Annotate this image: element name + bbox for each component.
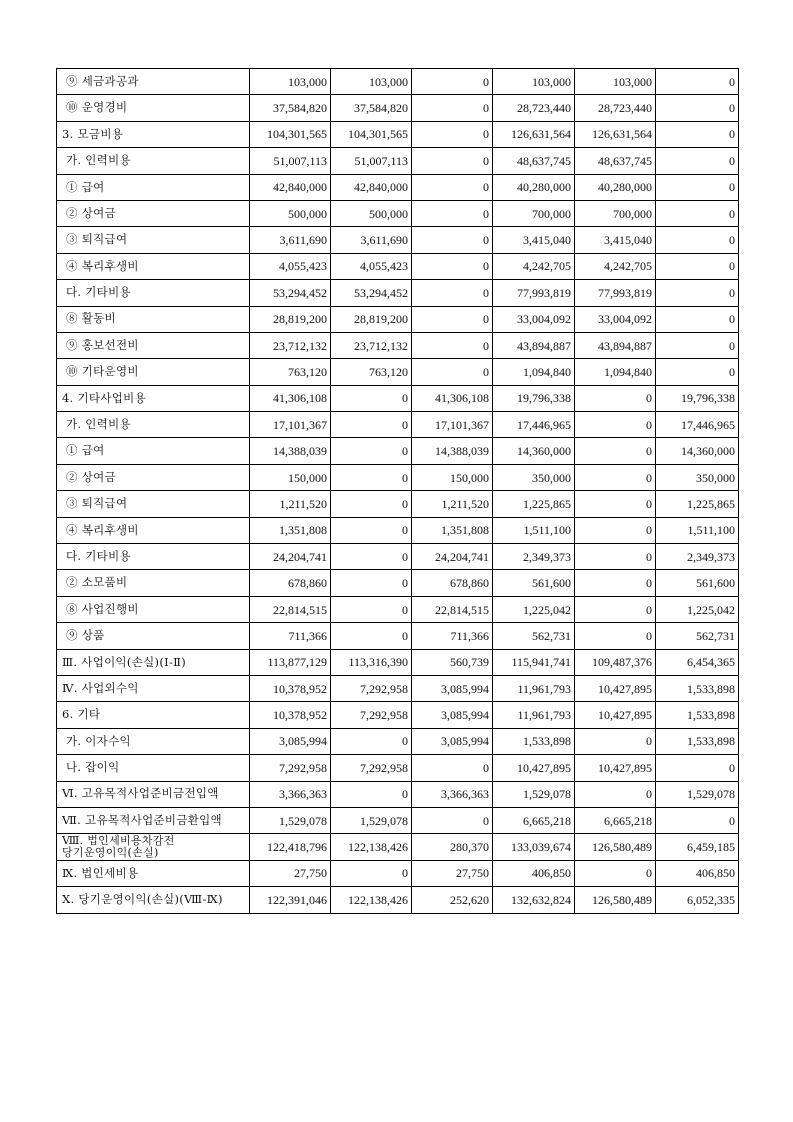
table-row [57,359,739,385]
amount-cell: 28,819,200 [250,306,331,332]
amount-cell: 1,533,898 [656,728,739,754]
amount-cell: 10,427,895 [575,675,656,701]
amount-cell: 1,225,042 [656,596,739,622]
amount-cell: 0 [656,121,739,147]
table-row [57,438,739,464]
amount-cell: 122,138,426 [331,834,412,860]
amount-cell: 133,039,674 [493,834,575,860]
amount-cell: 10,427,895 [493,755,575,781]
amount-cell: 126,580,489 [575,834,656,860]
amount-cell: 1,533,898 [656,675,739,701]
amount-cell: 23,712,132 [250,332,331,358]
amount-cell: 51,007,113 [331,148,412,174]
amount-cell: 0 [656,359,739,385]
amount-cell: 103,000 [493,69,575,95]
amount-cell: 0 [331,464,412,490]
amount-cell: 41,306,108 [250,385,331,411]
table-row [57,280,739,306]
amount-cell: 0 [412,359,493,385]
table-row [57,570,739,596]
amount-cell: 48,637,745 [493,148,575,174]
amount-cell: 0 [575,728,656,754]
amount-cell: 3,085,994 [412,675,493,701]
amount-cell: 14,388,039 [250,438,331,464]
table-row [57,412,739,438]
amount-cell: 700,000 [575,200,656,226]
amount-cell: 678,860 [250,570,331,596]
amount-cell: 0 [575,781,656,807]
amount-cell: 0 [656,227,739,253]
table-row [57,544,739,570]
row-label: ④ 복리후생비 [57,253,250,279]
amount-cell: 0 [331,728,412,754]
amount-cell: 48,637,745 [575,148,656,174]
table-row [57,148,739,174]
row-label: ⑨ 상품 [57,623,250,649]
amount-cell: 0 [656,69,739,95]
amount-cell: 0 [575,623,656,649]
amount-cell: 0 [412,807,493,833]
amount-cell: 51,007,113 [250,148,331,174]
amount-cell: 0 [656,174,739,200]
table-row [57,807,739,833]
amount-cell: 1,094,840 [575,359,656,385]
amount-cell: 0 [656,148,739,174]
amount-cell: 115,941,741 [493,649,575,675]
amount-cell: 11,961,793 [493,702,575,728]
table-body [57,69,739,914]
amount-cell: 10,427,895 [575,702,656,728]
table-row [57,121,739,147]
amount-cell: 1,533,898 [493,728,575,754]
amount-cell: 0 [656,200,739,226]
table-row [57,755,739,781]
amount-cell: 350,000 [656,464,739,490]
row-label: 다. 기타비용 [57,280,250,306]
row-label: Ⅹ. 당기운영이익(손실)(Ⅷ-Ⅸ) [57,887,250,913]
amount-cell: 22,814,515 [250,596,331,622]
amount-cell: 113,877,129 [250,649,331,675]
table-row [57,69,739,95]
amount-cell: 7,292,958 [331,702,412,728]
row-label: ⑩ 운영경비 [57,95,250,121]
amount-cell: 132,632,824 [493,887,575,913]
amount-cell: 0 [575,570,656,596]
table-row [57,702,739,728]
amount-cell: 103,000 [250,69,331,95]
amount-cell: 53,294,452 [331,280,412,306]
amount-cell: 7,292,958 [331,675,412,701]
amount-cell: 14,360,000 [656,438,739,464]
amount-cell: 4,055,423 [250,253,331,279]
amount-cell: 711,366 [250,623,331,649]
amount-cell: 1,094,840 [493,359,575,385]
amount-cell: 0 [656,95,739,121]
amount-cell: 0 [412,253,493,279]
amount-cell: 109,487,376 [575,649,656,675]
amount-cell: 500,000 [250,200,331,226]
amount-cell: 561,600 [493,570,575,596]
amount-cell: 4,055,423 [331,253,412,279]
table-row [57,834,739,860]
amount-cell: 104,301,565 [250,121,331,147]
amount-cell: 27,750 [412,860,493,886]
amount-cell: 3,415,040 [575,227,656,253]
amount-cell: 1,529,078 [331,807,412,833]
amount-cell: 28,723,440 [575,95,656,121]
amount-cell: 0 [575,491,656,517]
amount-cell: 3,611,690 [331,227,412,253]
row-label: 가. 이자수익 [57,728,250,754]
amount-cell: 7,292,958 [331,755,412,781]
row-label-line: Ⅷ. 법인세비용차감전 [62,834,175,848]
amount-cell: 6,665,218 [493,807,575,833]
amount-cell: 280,370 [412,834,493,860]
amount-cell: 0 [331,544,412,570]
row-label: 다. 기타비용 [57,544,250,570]
amount-cell: 0 [412,174,493,200]
amount-cell: 3,366,363 [250,781,331,807]
amount-cell: 7,292,958 [250,755,331,781]
row-label: ④ 복리후생비 [57,517,250,543]
row-label-line: 당기운영이익(손실) [62,846,159,860]
row-label: ⑨ 세금과공과 [57,69,250,95]
table-row [57,332,739,358]
amount-cell: 0 [656,253,739,279]
row-label: Ⅳ. 사업외수익 [57,675,250,701]
amount-cell: 113,316,390 [331,649,412,675]
row-label: ⑧ 사업진행비 [57,596,250,622]
amount-cell: 24,204,741 [250,544,331,570]
amount-cell: 0 [575,412,656,438]
amount-cell: 0 [331,438,412,464]
amount-cell: 0 [575,596,656,622]
amount-cell: 1,529,078 [493,781,575,807]
amount-cell: 33,004,092 [575,306,656,332]
amount-cell: 17,446,965 [656,412,739,438]
row-label: 가. 인력비용 [57,412,250,438]
row-label: 4. 기타사업비용 [57,385,250,411]
amount-cell: 0 [412,200,493,226]
amount-cell: 0 [331,596,412,622]
amount-cell: 0 [575,860,656,886]
amount-cell: 350,000 [493,464,575,490]
amount-cell: 103,000 [331,69,412,95]
amount-cell: 1,225,865 [656,491,739,517]
amount-cell: 3,611,690 [250,227,331,253]
amount-cell: 700,000 [493,200,575,226]
amount-cell: 0 [656,807,739,833]
amount-cell: 103,000 [575,69,656,95]
income-statement-table [56,68,739,914]
amount-cell: 0 [575,385,656,411]
table-row [57,464,739,490]
amount-cell: 0 [412,227,493,253]
amount-cell: 500,000 [331,200,412,226]
amount-cell: 2,349,373 [656,544,739,570]
amount-cell: 40,280,000 [575,174,656,200]
amount-cell: 1,533,898 [656,702,739,728]
row-label: 6. 기타 [57,702,250,728]
amount-cell: 0 [331,385,412,411]
amount-cell: 53,294,452 [250,280,331,306]
amount-cell: 0 [412,332,493,358]
table-row [57,781,739,807]
row-label: 가. 인력비용 [57,148,250,174]
table-row [57,675,739,701]
amount-cell: 562,731 [493,623,575,649]
amount-cell: 0 [412,280,493,306]
row-label: Ⅵ. 고유목적사업준비금전입액 [57,781,250,807]
row-label: ② 상여금 [57,464,250,490]
amount-cell: 33,004,092 [493,306,575,332]
amount-cell: 0 [412,121,493,147]
amount-cell: 104,301,565 [331,121,412,147]
amount-cell: 0 [412,755,493,781]
amount-cell: 6,454,365 [656,649,739,675]
amount-cell: 126,631,564 [493,121,575,147]
table-row [57,649,739,675]
amount-cell: 6,052,335 [656,887,739,913]
amount-cell: 1,225,865 [493,491,575,517]
table-row [57,596,739,622]
amount-cell: 37,584,820 [331,95,412,121]
amount-cell: 28,723,440 [493,95,575,121]
amount-cell: 43,894,887 [493,332,575,358]
row-label: ③ 퇴직급여 [57,491,250,517]
amount-cell: 0 [575,464,656,490]
row-label: ③ 퇴직급여 [57,227,250,253]
amount-cell: 24,204,741 [412,544,493,570]
amount-cell: 122,391,046 [250,887,331,913]
amount-cell: 406,850 [656,860,739,886]
amount-cell: 0 [412,148,493,174]
amount-cell: 3,366,363 [412,781,493,807]
table-row [57,385,739,411]
amount-cell: 10,378,952 [250,702,331,728]
amount-cell: 678,860 [412,570,493,596]
amount-cell: 23,712,132 [331,332,412,358]
amount-cell: 0 [331,570,412,596]
amount-cell: 1,511,100 [656,517,739,543]
amount-cell: 0 [331,412,412,438]
row-label: ⑩ 기타운영비 [57,359,250,385]
amount-cell: 17,101,367 [250,412,331,438]
amount-cell: 1,351,808 [412,517,493,543]
table-row [57,200,739,226]
row-label: 나. 잡이익 [57,755,250,781]
row-label: Ⅲ. 사업이익(손실)(Ⅰ-Ⅱ) [57,649,250,675]
amount-cell: 126,631,564 [575,121,656,147]
amount-cell: 0 [331,860,412,886]
amount-cell: 0 [575,517,656,543]
amount-cell: 0 [656,306,739,332]
amount-cell: 19,796,338 [493,385,575,411]
amount-cell: 0 [656,755,739,781]
amount-cell: 1,529,078 [250,807,331,833]
amount-cell: 27,750 [250,860,331,886]
amount-cell: 37,584,820 [250,95,331,121]
amount-cell: 40,280,000 [493,174,575,200]
amount-cell: 0 [331,491,412,517]
amount-cell: 3,085,994 [412,702,493,728]
amount-cell: 1,225,042 [493,596,575,622]
amount-cell: 42,840,000 [331,174,412,200]
amount-cell: 122,138,426 [331,887,412,913]
amount-cell: 2,349,373 [493,544,575,570]
amount-cell: 126,580,489 [575,887,656,913]
amount-cell: 0 [575,438,656,464]
amount-cell: 150,000 [250,464,331,490]
amount-cell: 0 [656,280,739,306]
table-row [57,860,739,886]
amount-cell: 252,620 [412,887,493,913]
amount-cell: 1,529,078 [656,781,739,807]
amount-cell: 42,840,000 [250,174,331,200]
amount-cell: 0 [575,544,656,570]
amount-cell: 14,388,039 [412,438,493,464]
row-label: ⑧ 활동비 [57,306,250,332]
amount-cell: 22,814,515 [412,596,493,622]
amount-cell: 0 [331,517,412,543]
amount-cell: 0 [412,95,493,121]
amount-cell: 1,211,520 [412,491,493,517]
table-row [57,253,739,279]
row-label: ① 급여 [57,174,250,200]
amount-cell: 10,378,952 [250,675,331,701]
amount-cell: 763,120 [331,359,412,385]
amount-cell: 1,211,520 [250,491,331,517]
amount-cell: 11,961,793 [493,675,575,701]
amount-cell: 41,306,108 [412,385,493,411]
amount-cell: 711,366 [412,623,493,649]
amount-cell: 122,418,796 [250,834,331,860]
amount-cell: 763,120 [250,359,331,385]
table-row [57,306,739,332]
amount-cell: 406,850 [493,860,575,886]
amount-cell: 1,351,808 [250,517,331,543]
amount-cell: 0 [412,69,493,95]
table-row [57,491,739,517]
row-label: ① 급여 [57,438,250,464]
amount-cell: 6,459,185 [656,834,739,860]
amount-cell: 4,242,705 [575,253,656,279]
row-label [57,834,250,860]
table-row [57,728,739,754]
amount-cell: 4,242,705 [493,253,575,279]
table-row [57,517,739,543]
table-row [57,887,739,913]
amount-cell: 150,000 [412,464,493,490]
amount-cell: 0 [331,781,412,807]
amount-cell: 562,731 [656,623,739,649]
amount-cell: 19,796,338 [656,385,739,411]
row-label: ⑨ 홍보선전비 [57,332,250,358]
row-label: 3. 모금비용 [57,121,250,147]
amount-cell: 17,446,965 [493,412,575,438]
table-row [57,623,739,649]
amount-cell: 43,894,887 [575,332,656,358]
amount-cell: 3,415,040 [493,227,575,253]
amount-cell: 560,739 [412,649,493,675]
amount-cell: 28,819,200 [331,306,412,332]
amount-cell: 0 [331,623,412,649]
amount-cell: 17,101,367 [412,412,493,438]
row-label: ② 소모품비 [57,570,250,596]
amount-cell: 3,085,994 [250,728,331,754]
amount-cell: 14,360,000 [493,438,575,464]
amount-cell: 10,427,895 [575,755,656,781]
amount-cell: 3,085,994 [412,728,493,754]
table-row [57,174,739,200]
amount-cell: 6,665,218 [575,807,656,833]
table-row [57,95,739,121]
amount-cell: 0 [412,306,493,332]
table-row [57,227,739,253]
row-label: Ⅶ. 고유목적사업준비금환입액 [57,807,250,833]
amount-cell: 77,993,819 [575,280,656,306]
amount-cell: 0 [656,332,739,358]
row-label: Ⅸ. 법인세비용 [57,860,250,886]
amount-cell: 77,993,819 [493,280,575,306]
amount-cell: 1,511,100 [493,517,575,543]
amount-cell: 561,600 [656,570,739,596]
row-label: ② 상여금 [57,200,250,226]
